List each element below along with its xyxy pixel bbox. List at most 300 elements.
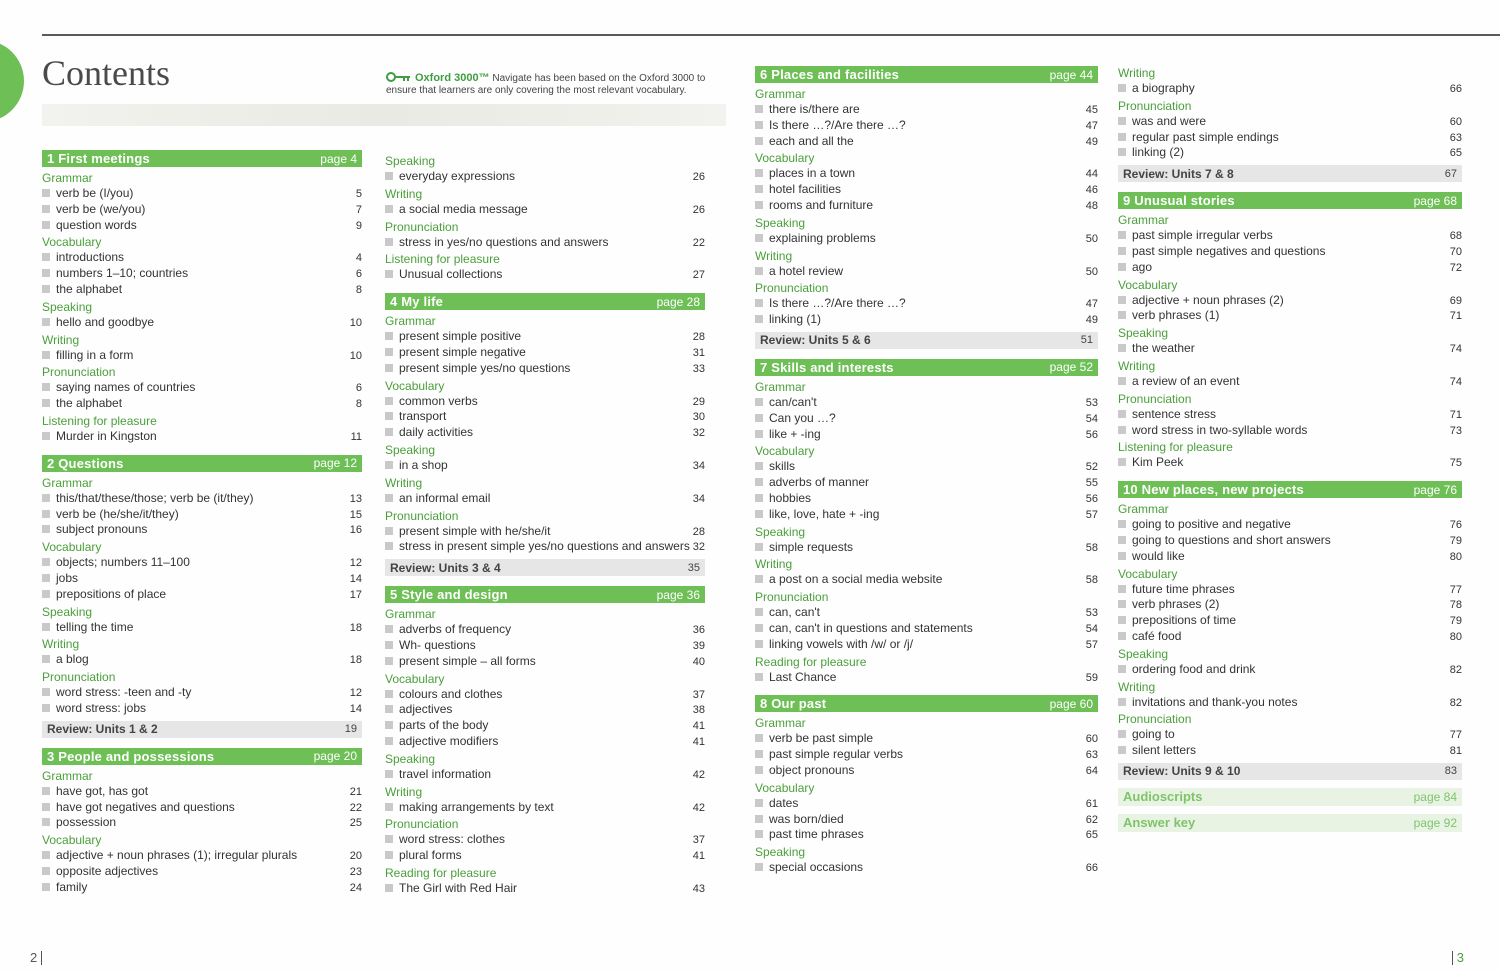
contents-item[interactable]: [385, 800, 705, 816]
contents-item[interactable]: [1118, 260, 1462, 276]
contents-item[interactable]: [1118, 517, 1462, 533]
contents-item[interactable]: [755, 731, 1098, 747]
spacer: [755, 685, 1098, 695]
contents-item[interactable]: [755, 621, 1098, 637]
spacer: [385, 576, 705, 586]
section-heading: Grammar: [1118, 502, 1169, 517]
bullet-square-icon: [755, 830, 763, 838]
contents-item[interactable]: [42, 250, 362, 266]
contents-item[interactable]: [755, 637, 1098, 653]
contents-item[interactable]: [755, 827, 1098, 843]
contents-item[interactable]: [1118, 130, 1462, 146]
item-text: word stress: jobs: [56, 700, 147, 715]
contents-item[interactable]: [42, 315, 362, 331]
item-text-wrap: [1118, 423, 1307, 438]
bullet-square-icon: [385, 770, 393, 778]
contents-item[interactable]: [385, 235, 705, 251]
item-text: present simple with he/she/it: [399, 523, 551, 538]
contents-item[interactable]: [755, 134, 1098, 150]
bullet-square-icon: [1118, 148, 1126, 156]
item-text: linking (2): [1132, 145, 1185, 160]
item-text-wrap: [42, 587, 166, 602]
item-text: like, love, hate + -ing: [769, 506, 880, 521]
contents-item[interactable]: [385, 718, 705, 734]
contents-item[interactable]: [755, 491, 1098, 507]
contents-item[interactable]: [385, 267, 705, 283]
item-text: like + -ing: [769, 426, 821, 441]
bullet-square-icon: [1118, 84, 1126, 92]
item-text-wrap: [755, 827, 864, 842]
bullet-square-icon: [755, 510, 763, 518]
back-matter-link[interactable]: [1118, 814, 1462, 832]
item-text: simple requests: [769, 539, 854, 554]
contents-item[interactable]: [755, 459, 1098, 475]
item-text: each and all the: [769, 133, 854, 148]
item-text-wrap: [1118, 727, 1175, 742]
bullet-square-icon: [1118, 344, 1126, 352]
contents-item[interactable]: [1118, 597, 1462, 613]
unit-header[interactable]: [385, 586, 705, 603]
bullet-square-icon: [385, 348, 393, 356]
contents-column-1: [42, 150, 362, 896]
contents-item[interactable]: [755, 540, 1098, 556]
back-matter-label: Answer key: [1123, 815, 1196, 831]
contents-item[interactable]: [755, 102, 1098, 118]
bullet-square-icon: [755, 267, 763, 275]
contents-item[interactable]: [385, 329, 705, 345]
spacer: [755, 349, 1098, 359]
contents-item[interactable]: [42, 266, 362, 282]
bullet-square-icon: [755, 478, 763, 486]
item-page: 59: [1085, 671, 1098, 684]
item-text-wrap: [385, 267, 502, 282]
contents-item[interactable]: [42, 815, 362, 831]
item-text: adjective modifiers: [399, 733, 499, 748]
item-text: Is there …?/Are there …?: [769, 296, 906, 311]
contents-item[interactable]: [1118, 662, 1462, 678]
item-text: adjective + noun phrases (1); irregular plurals: [56, 848, 298, 863]
item-text-wrap: [42, 864, 158, 879]
bullet-square-icon: [755, 766, 763, 774]
item-text-wrap: [1118, 114, 1206, 129]
contents-item[interactable]: [385, 881, 705, 897]
bullet-square-icon: [1118, 231, 1126, 239]
contents-item[interactable]: [42, 380, 362, 396]
contents-item[interactable]: [42, 429, 362, 445]
section-heading: Vocabulary: [42, 235, 102, 250]
contents-item[interactable]: [1118, 743, 1462, 759]
contents-item[interactable]: [42, 218, 362, 234]
item-page: 22: [349, 801, 362, 814]
contents-item[interactable]: [42, 880, 362, 896]
contents-item[interactable]: [755, 670, 1098, 686]
item-text: hello and goodbye: [56, 314, 155, 329]
contents-item[interactable]: [1118, 533, 1462, 549]
unit-page: page 20: [313, 749, 357, 764]
review-row[interactable]: [1118, 763, 1462, 780]
item-page: 17: [349, 588, 362, 601]
contents-item[interactable]: [385, 361, 705, 377]
item-text-wrap: [1118, 407, 1216, 422]
review-page: 51: [1080, 334, 1093, 347]
item-page: 64: [1085, 764, 1098, 777]
bullet-square-icon: [42, 867, 50, 875]
contents-item[interactable]: [385, 491, 705, 507]
section-heading: Grammar: [42, 475, 93, 490]
item-text: in a shop: [399, 457, 448, 472]
contents-item[interactable]: [385, 345, 705, 361]
item-text: common verbs: [399, 393, 478, 408]
contents-item[interactable]: [1118, 549, 1462, 565]
bullet-square-icon: [755, 815, 763, 823]
unit-page: page 36: [656, 587, 700, 602]
item-text-wrap: [42, 282, 122, 297]
item-page: 20: [349, 850, 362, 863]
contents-item[interactable]: [1118, 145, 1462, 161]
contents-item[interactable]: [1118, 244, 1462, 260]
contents-item[interactable]: [1118, 613, 1462, 629]
unit-header[interactable]: [755, 359, 1098, 376]
item-text: going to questions and short answers: [1132, 532, 1331, 547]
bullet-square-icon: [42, 253, 50, 261]
bullet-square-icon: [385, 461, 393, 469]
unit-title: 2 Questions: [47, 455, 124, 471]
item-text-wrap: [385, 654, 536, 669]
item-text: Is there …?/Are there …?: [769, 117, 906, 132]
bullet-square-icon: [755, 105, 763, 113]
review-page: 19: [344, 723, 357, 736]
contents-item[interactable]: [42, 202, 362, 218]
section-heading: Speaking: [385, 751, 436, 766]
contents-item[interactable]: [42, 522, 362, 538]
contents-item[interactable]: [755, 860, 1098, 876]
item-page: 14: [349, 702, 362, 715]
review-label: Review: Units 3 & 4: [390, 560, 501, 575]
item-text: special occasions: [769, 860, 864, 875]
unit-header[interactable]: [42, 455, 362, 472]
contents-item[interactable]: [385, 734, 705, 750]
item-text: word stress: -teen and -ty: [56, 685, 192, 700]
contents-item[interactable]: [1118, 308, 1462, 324]
item-text: the alphabet: [56, 281, 123, 296]
contents-item[interactable]: [1118, 455, 1462, 471]
contents-item[interactable]: [755, 796, 1098, 812]
item-text-wrap: [1118, 244, 1325, 259]
contents-item[interactable]: [1118, 407, 1462, 423]
item-page: 22: [692, 236, 705, 249]
item-text-wrap: [1118, 582, 1235, 597]
item-page: 9: [355, 219, 362, 232]
item-text-wrap: [1118, 130, 1279, 145]
item-text: The Girl with Red Hair: [399, 880, 518, 895]
bullet-square-icon: [1118, 552, 1126, 560]
item-text-wrap: [42, 429, 157, 444]
item-text: the weather: [1132, 341, 1195, 356]
section-heading: Reading for pleasure: [755, 654, 867, 669]
item-page: 15: [349, 508, 362, 521]
item-text: linking vowels with /w/ or /j/: [769, 636, 914, 651]
contents-item[interactable]: [385, 425, 705, 441]
bullet-square-icon: [1118, 247, 1126, 255]
item-text: explaining problems: [769, 230, 876, 245]
bullet-square-icon: [385, 428, 393, 436]
contents-item[interactable]: [42, 784, 362, 800]
item-text: Can you …?: [769, 410, 836, 425]
item-text-wrap: [385, 702, 452, 717]
item-page: 53: [1085, 396, 1098, 409]
contents-item[interactable]: [42, 491, 362, 507]
contents-item[interactable]: [385, 458, 705, 474]
section-heading: Vocabulary: [755, 780, 815, 795]
contents-item[interactable]: [755, 747, 1098, 763]
bullet-square-icon: [755, 414, 763, 422]
contents-item[interactable]: [755, 763, 1098, 779]
contents-item[interactable]: [385, 687, 705, 703]
item-text-wrap: [1118, 662, 1255, 677]
item-page: 71: [1449, 408, 1462, 421]
item-text-wrap: [385, 800, 554, 815]
bullet-square-icon: [755, 201, 763, 209]
item-text-wrap: [42, 571, 78, 586]
contents-item[interactable]: [42, 620, 362, 636]
contents-item[interactable]: [42, 507, 362, 523]
unit-header[interactable]: [42, 150, 362, 167]
contents-item[interactable]: [385, 202, 705, 218]
bullet-square-icon: [42, 510, 50, 518]
item-text-wrap: [385, 329, 521, 344]
contents-item[interactable]: [42, 848, 362, 864]
contents-item[interactable]: [42, 555, 362, 571]
contents-item[interactable]: [755, 231, 1098, 247]
item-text: adverbs of manner: [769, 475, 870, 490]
contents-item[interactable]: [385, 848, 705, 864]
bullet-square-icon: [42, 285, 50, 293]
item-text-wrap: [755, 621, 973, 636]
item-text-wrap: [755, 670, 836, 685]
section-heading: Pronunciation: [1118, 98, 1192, 113]
item-text: present simple – all forms: [399, 653, 536, 668]
contents-item[interactable]: [385, 638, 705, 654]
section-heading: Grammar: [42, 768, 93, 783]
item-text-wrap: [42, 202, 145, 217]
contents-item[interactable]: [42, 864, 362, 880]
item-page: 57: [1085, 638, 1098, 651]
contents-item[interactable]: [385, 409, 705, 425]
contents-column-3: [755, 66, 1098, 876]
item-text-wrap: [42, 522, 147, 537]
item-text: dates: [769, 795, 799, 810]
item-text-wrap: [385, 524, 550, 539]
item-text-wrap: [385, 169, 515, 184]
item-text: verb be past simple: [769, 731, 874, 746]
section-heading: Vocabulary: [385, 378, 445, 393]
section-heading: Writing: [1118, 358, 1156, 373]
contents-item[interactable]: [1118, 695, 1462, 711]
contents-item[interactable]: [42, 652, 362, 668]
contents-item[interactable]: [42, 396, 362, 412]
contents-item[interactable]: [42, 571, 362, 587]
item-text-wrap: [755, 747, 903, 762]
contents-item[interactable]: [42, 282, 362, 298]
item-page: 36: [692, 624, 705, 637]
item-text: a blog: [56, 652, 89, 667]
item-text-wrap: [755, 264, 843, 279]
item-text-wrap: [1118, 629, 1181, 644]
unit-header[interactable]: [755, 66, 1098, 83]
contents-item[interactable]: [385, 524, 705, 540]
item-text: verb be (he/she/it/they): [56, 506, 179, 521]
item-text: this/that/these/those; verb be (it/they): [56, 490, 254, 505]
bullet-square-icon: [1118, 600, 1126, 608]
review-page: 67: [1444, 167, 1457, 180]
item-text: present simple yes/no questions: [399, 360, 571, 375]
contents-item[interactable]: [755, 264, 1098, 280]
item-text-wrap: [42, 620, 133, 635]
bullet-square-icon: [755, 799, 763, 807]
unit-header[interactable]: [42, 748, 362, 765]
bullet-square-icon: [1118, 746, 1126, 754]
bullet-square-icon: [755, 185, 763, 193]
item-text: prepositions of place: [56, 586, 167, 601]
item-page: 54: [1085, 622, 1098, 635]
contents-item[interactable]: [755, 572, 1098, 588]
item-page: 68: [1449, 230, 1462, 243]
contents-item[interactable]: [1118, 727, 1462, 743]
contents-item[interactable]: [1118, 228, 1462, 244]
item-text: introductions: [56, 250, 125, 265]
item-text-wrap: [1118, 81, 1195, 96]
contents-item[interactable]: [1118, 114, 1462, 130]
contents-item[interactable]: [755, 475, 1098, 491]
section-heading: Grammar: [755, 379, 806, 394]
unit-header[interactable]: [1118, 192, 1462, 209]
contents-item[interactable]: [755, 296, 1098, 312]
item-text-wrap: [755, 198, 873, 213]
contents-item[interactable]: [385, 169, 705, 185]
item-text: jobs: [56, 570, 79, 585]
review-row[interactable]: [385, 559, 705, 576]
review-row[interactable]: [42, 721, 362, 738]
bullet-square-icon: [1118, 296, 1126, 304]
item-page: 61: [1085, 797, 1098, 810]
section-heading: Writing: [755, 248, 793, 263]
section-heading: Writing: [755, 557, 793, 572]
item-page: 40: [692, 655, 705, 668]
item-text-wrap: [755, 507, 879, 522]
contents-item[interactable]: [1118, 629, 1462, 645]
contents-item[interactable]: [385, 539, 705, 555]
review-label: Review: Units 1 & 2: [47, 722, 158, 737]
item-text-wrap: [755, 540, 853, 555]
contents-item[interactable]: [1118, 81, 1462, 97]
contents-item[interactable]: [385, 702, 705, 718]
item-text-wrap: [42, 396, 122, 411]
contents-item[interactable]: [755, 507, 1098, 523]
unit-header[interactable]: [385, 293, 705, 310]
contents-item[interactable]: [42, 587, 362, 603]
contents-item[interactable]: [755, 395, 1098, 411]
item-text-wrap: [42, 784, 148, 799]
unit-title: 1 First meetings: [47, 151, 150, 166]
contents-item[interactable]: [42, 348, 362, 364]
contents-item[interactable]: [755, 118, 1098, 134]
review-row[interactable]: [755, 332, 1098, 349]
contents-item[interactable]: [1118, 341, 1462, 357]
item-page: 34: [692, 492, 705, 505]
item-page: 4: [355, 252, 362, 265]
unit-header[interactable]: [1118, 481, 1462, 498]
contents-item[interactable]: [1118, 293, 1462, 309]
faded-banner: [42, 104, 726, 126]
contents-item[interactable]: [385, 832, 705, 848]
item-text-wrap: [42, 380, 195, 395]
item-text-wrap: [1118, 293, 1284, 308]
contents-item[interactable]: [755, 605, 1098, 621]
contents-item[interactable]: [42, 685, 362, 701]
contents-item[interactable]: [42, 701, 362, 717]
bullet-square-icon: [42, 655, 50, 663]
contents-item[interactable]: [755, 411, 1098, 427]
unit-header[interactable]: [755, 695, 1098, 712]
item-page: 46: [1085, 184, 1098, 197]
contents-item[interactable]: [385, 654, 705, 670]
item-page: 47: [1085, 119, 1098, 132]
bullet-square-icon: [1118, 311, 1126, 319]
contents-item[interactable]: [42, 800, 362, 816]
item-text: colours and clothes: [399, 686, 503, 701]
item-page: 23: [349, 865, 362, 878]
item-page: 71: [1449, 310, 1462, 323]
contents-item[interactable]: [385, 622, 705, 638]
bullet-square-icon: [42, 803, 50, 811]
section-heading: Pronunciation: [755, 590, 829, 605]
back-matter-link[interactable]: [1118, 788, 1462, 806]
item-page: 75: [1449, 457, 1462, 470]
item-text-wrap: [42, 800, 235, 815]
contents-item[interactable]: [755, 166, 1098, 182]
bullet-square-icon: [385, 332, 393, 340]
contents-item[interactable]: [385, 394, 705, 410]
bullet-square-icon: [42, 558, 50, 566]
bullet-square-icon: [42, 590, 50, 598]
section-heading: Speaking: [755, 524, 806, 539]
back-matter-label: Audioscripts: [1123, 789, 1203, 805]
bullet-square-icon: [755, 640, 763, 648]
contents-item[interactable]: [755, 182, 1098, 198]
contents-item[interactable]: [755, 812, 1098, 828]
item-text: verb be (I/you): [56, 186, 134, 200]
contents-item[interactable]: [755, 198, 1098, 214]
contents-item[interactable]: [755, 427, 1098, 443]
item-page: 54: [1085, 412, 1098, 425]
contents-item[interactable]: [1118, 423, 1462, 439]
item-text-wrap: [1118, 260, 1152, 275]
bullet-square-icon: [42, 704, 50, 712]
contents-item[interactable]: [1118, 374, 1462, 390]
review-row[interactable]: [1118, 165, 1462, 182]
unit-title: 10 New places, new projects: [1123, 482, 1304, 498]
contents-item[interactable]: [385, 767, 705, 783]
item-text: verb phrases (1): [1132, 308, 1220, 323]
item-page: 80: [1449, 630, 1462, 643]
item-page: 18: [349, 621, 362, 634]
item-page: 6: [355, 382, 362, 395]
contents-item[interactable]: [42, 186, 362, 202]
contents-item[interactable]: [1118, 582, 1462, 598]
contents-item[interactable]: [755, 312, 1098, 328]
item-text-wrap: [385, 409, 446, 424]
bullet-square-icon: [1118, 458, 1126, 466]
